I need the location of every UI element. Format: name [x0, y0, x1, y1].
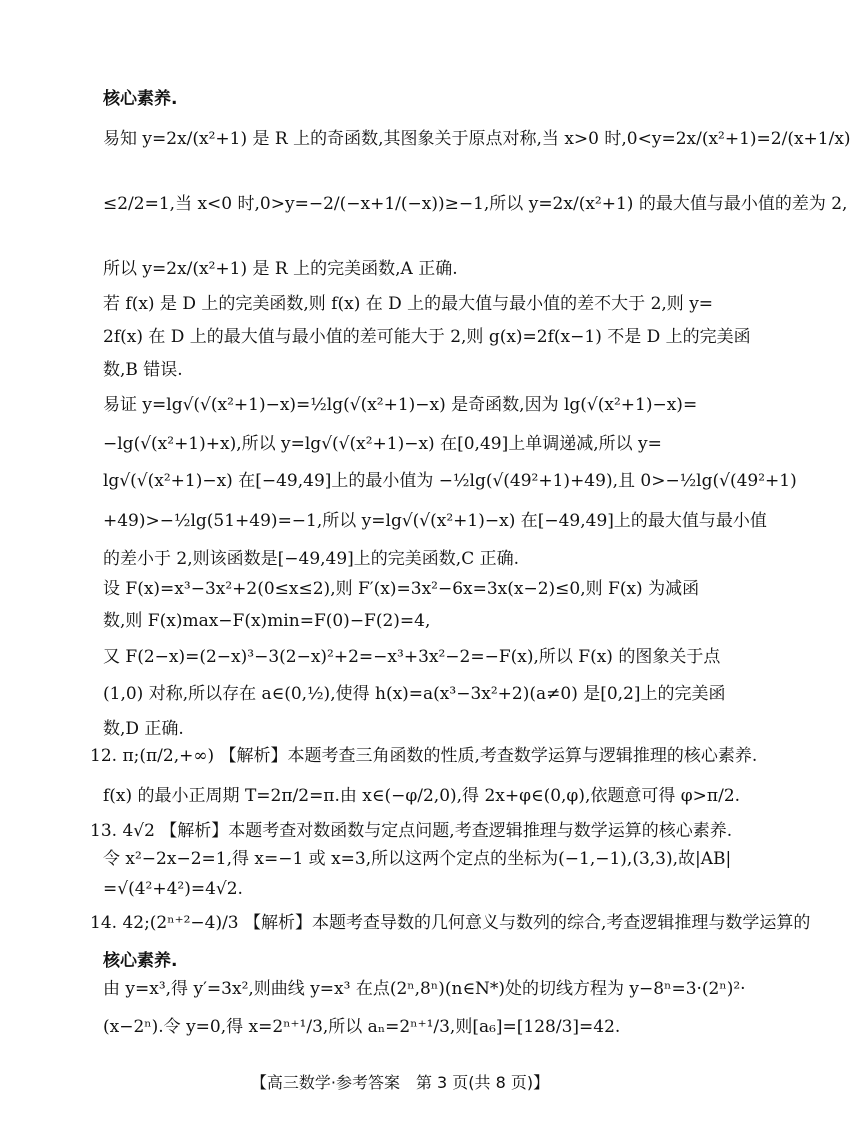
- text-line: 2f(x) 在 D 上的最大值与最小值的差可能大于 2,则 g(x)=2f(x−1) 不是 D 上的完美函: [103, 327, 751, 347]
- text-line: 数,则 F(x)max−F(x)min=F(0)−F(2)=4,: [103, 611, 431, 631]
- page-footer: 【高三数学·参考答案 第 3 页(共 8 页)】: [250, 1073, 550, 1092]
- text-line: =√(4²+4²)=4√2.: [103, 879, 243, 899]
- text-line: 易知 y=2x/(x²+1) 是 R 上的奇函数,其图象关于原点对称,当 x>0 时,0<y=2x/(x²+1)=2/(x+1/x): [103, 129, 851, 149]
- text-line: 易证 y=lg√(√(x²+1)−x)=½lg(√(x²+1)−x) 是奇函数,因为 lg(√(x²+1)−x)=: [103, 395, 698, 415]
- text-line: +49)>−½lg(51+49)=−1,所以 y=lg√(√(x²+1)−x) 在[−49,49]上的最大值与最小值: [103, 511, 767, 531]
- question-13-line: 13. 4√2 【解析】本题考查对数函数与定点问题,考查逻辑推理与数学运算的核心素养.: [90, 821, 733, 841]
- text-line: f(x) 的最小正周期 T=2π/2=π.由 x∈(−φ/2,0),得 2x+φ∈(0,φ),依题意可得 φ>π/2.: [103, 786, 741, 806]
- text-line: (1,0) 对称,所以存在 a∈(0,½),使得 h(x)=a(x³−3x²+2)(a≠0) 是[0,2]上的完美函: [103, 684, 726, 704]
- text-line: −lg(√(x²+1)+x),所以 y=lg√(√(x²+1)−x) 在[0,49]上单调递减,所以 y=: [103, 434, 662, 454]
- text-line: 由 y=x³,得 y′=3x²,则曲线 y=x³ 在点(2ⁿ,8ⁿ)(n∈N*)处的切线方程为 y−8ⁿ=3·(2ⁿ)²·: [103, 979, 746, 999]
- text-line: 若 f(x) 是 D 上的完美函数,则 f(x) 在 D 上的最大值与最小值的差不大于 2,则 y=: [103, 294, 714, 314]
- question-14-line: 14. 42;(2ⁿ⁺²−4)/3 【解析】本题考查导数的几何意义与数列的综合,考查逻辑推理与数学运算的: [90, 913, 811, 933]
- text-line: 数,D 正确.: [103, 719, 184, 739]
- text-line: lg√(√(x²+1)−x) 在[−49,49]上的最小值为 −½lg(√(49²+1)+49),且 0>−½lg(√(49²+1): [103, 471, 797, 491]
- text-line: 设 F(x)=x³−3x²+2(0≤x≤2),则 F′(x)=3x²−6x=3x(x−2)≤0,则 F(x) 为减函: [103, 579, 700, 599]
- text-line: 核心素养.: [103, 951, 178, 971]
- text-line: 令 x²−2x−2=1,得 x=−1 或 x=3,所以这两个定点的坐标为(−1,−1),(3,3),故|AB|: [103, 849, 732, 869]
- question-12-line: 12. π;(π/2,+∞) 【解析】本题考查三角函数的性质,考查数学运算与逻辑推理的核心素养.: [90, 746, 758, 766]
- text-line: (x−2ⁿ).令 y=0,得 x=2ⁿ⁺¹/3,所以 aₙ=2ⁿ⁺¹/3,则[a₆]=[128/3]=42.: [103, 1017, 621, 1037]
- text-line: 又 F(2−x)=(2−x)³−3(2−x)²+2=−x³+3x²−2=−F(x),所以 F(x) 的图象关于点: [103, 647, 721, 667]
- text-line: 数,B 错误.: [103, 360, 183, 380]
- text-line: ≤2/2=1,当 x<0 时,0>y=−2/(−x+1/(−x))≥−1,所以 y=2x/(x²+1) 的最大值与最小值的差为 2,: [103, 194, 848, 214]
- text-line: 所以 y=2x/(x²+1) 是 R 上的完美函数,A 正确.: [103, 259, 458, 279]
- text-line: 核心素养.: [103, 89, 178, 109]
- text-line: 的差小于 2,则该函数是[−49,49]上的完美函数,C 正确.: [103, 549, 520, 569]
